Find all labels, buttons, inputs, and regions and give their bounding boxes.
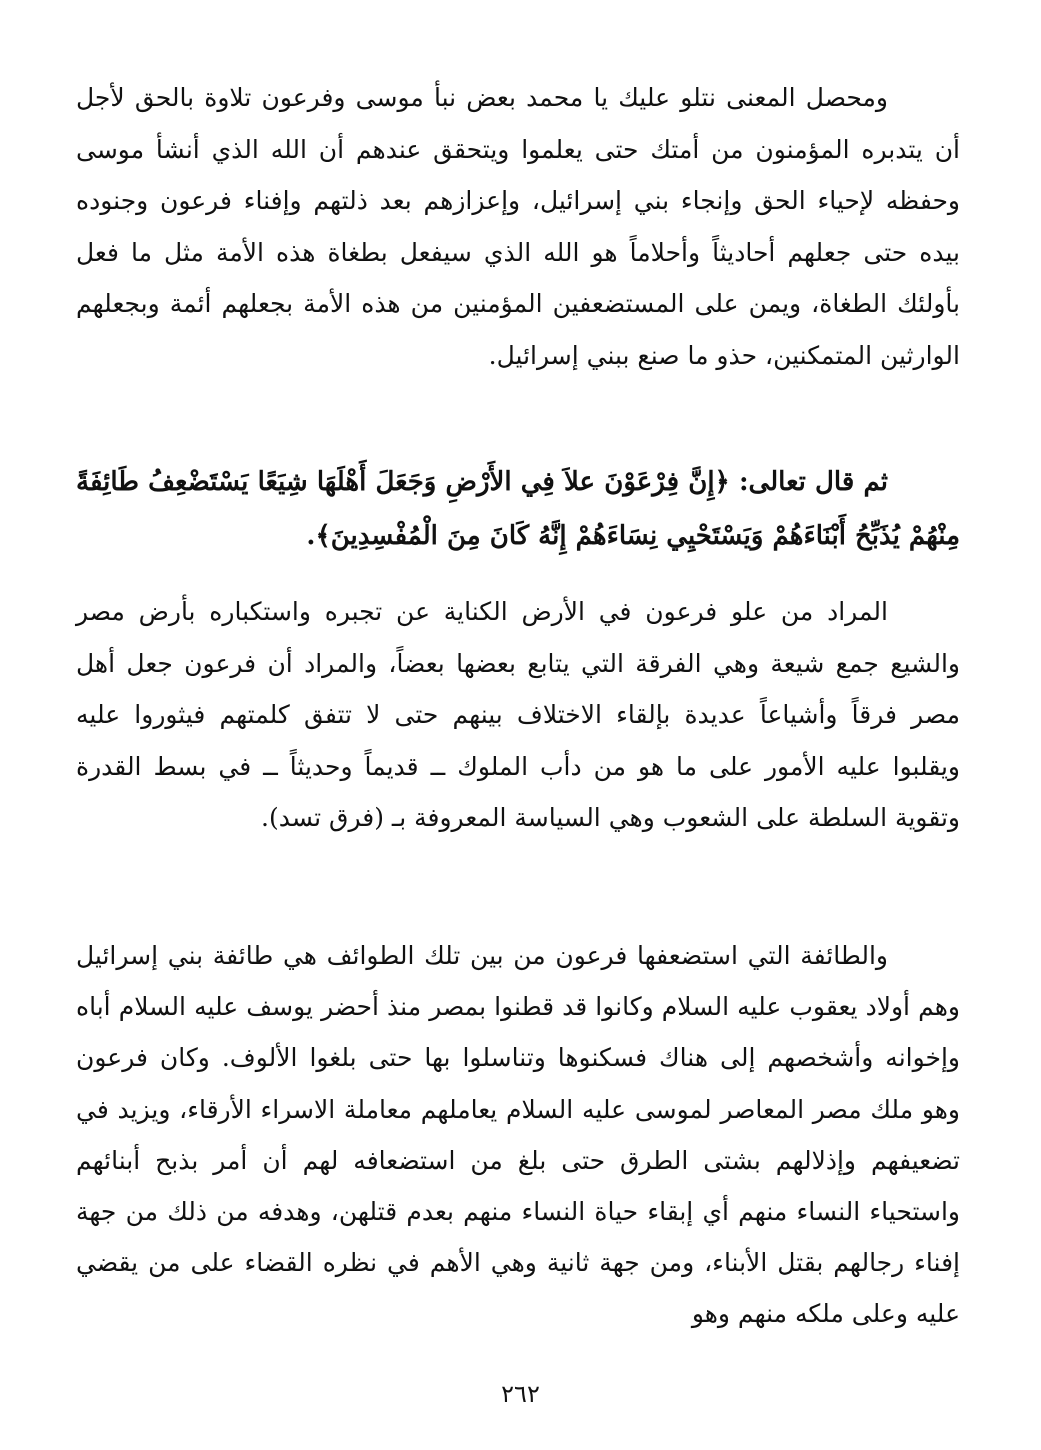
paragraph-intro-meaning: ومحصل المعنى نتلو عليك يا محمد بعض نبأ موسى وفرعون تلاوة بالحق لأجل أن يتدبره المؤمنون من أمتك حتى يعلموا ويتحقق عندهم أن الله الذي أنشأ موسى وحفظه لإحياء الحق وإنجاء بني إسرائيل، وإعزازهم بعد ذلتهم وإفناء فرعون وجنوده بيده حتى جعلهم أحاديثاً وأحلاماً هو الله الذي سيفعل بطغاة هذه الأمة مثل ما فعل بأولئك الطغاة، ويمن على المستضعفين المؤمنين من هذه الأمة بجعلهم أئمة وبجعلهم الوارثين المتمكنين، حذو ما صنع ببني إسرائيل. <box>76 83 960 370</box>
page-number: ٢٦٢ <box>501 1380 540 1408</box>
quran-verse-paragraph: ثم قال تعالى: ﴿إِنَّ فِرْعَوْنَ علاَ فِي الأَرْضِ وَجَعَلَ أَهْلَهَا شِيَعًا يَسْتَضْعِفُ طَائِفَةً مِنْهُمْ يُذَبِّحُ أَبْنَاءَهُمْ وَيَسْتَحْيِي نِسَاءَهُمْ إِنَّهُ كَانَ مِنَ الْمُفْسِدِينَ﴾. <box>76 467 960 551</box>
paragraph-pharaoh-exaltation: المراد من علو فرعون في الأرض الكناية عن تجبره واستكباره بأرض مصر والشيع جمع شيعة وهي الفرقة التي يتابع بعضها بعضاً، والمراد أن فرعون جعل أهل مصر فرقاً وأشياعاً عديدة بإلقاء الاختلاف بينهم حتى لا تتفق كلمتهم فيثوروا عليه ويقلبوا عليه الأمور على ما هو من دأب الملوك ــ قديماً وحديثاً ــ في بسط القدرة وتقوية السلطة على الشعوب وهي السياسة المعروفة بـ (فرق تسد). <box>76 597 960 833</box>
paragraph-bani-israel: والطائفة التي استضعفها فرعون من بين تلك الطوائف هي طائفة بني إسرائيل وهم أولاد يعقوب عليه السلام وكانوا قد قطنوا بمصر منذ أحضر يوسف عليه السلام أباه وإخوانه وأشخصهم إلى هناك فسكنوها وتناسلوا بها حتى بلغوا الألوف. وكان فرعون وهو ملك مصر المعاصر لموسى عليه السلام يعاملهم معاملة الاسراء الأرقاء، ويزيد في تضعيفهم وإذلالهم بشتى الطرق حتى بلغ من استضعافه لهم أن أمر بذبح أبنائهم واستحياء النساء منهم أي إبقاء حياة النساء منهم بعدم قتلهن، وهدفه من ذلك من جهة إفناء رجالهم بقتل الأبناء، ومن جهة ثانية وهي الأهم في نظره القضاء على من يقضي عليه وعلى ملكه منهم وهو <box>76 941 960 1329</box>
